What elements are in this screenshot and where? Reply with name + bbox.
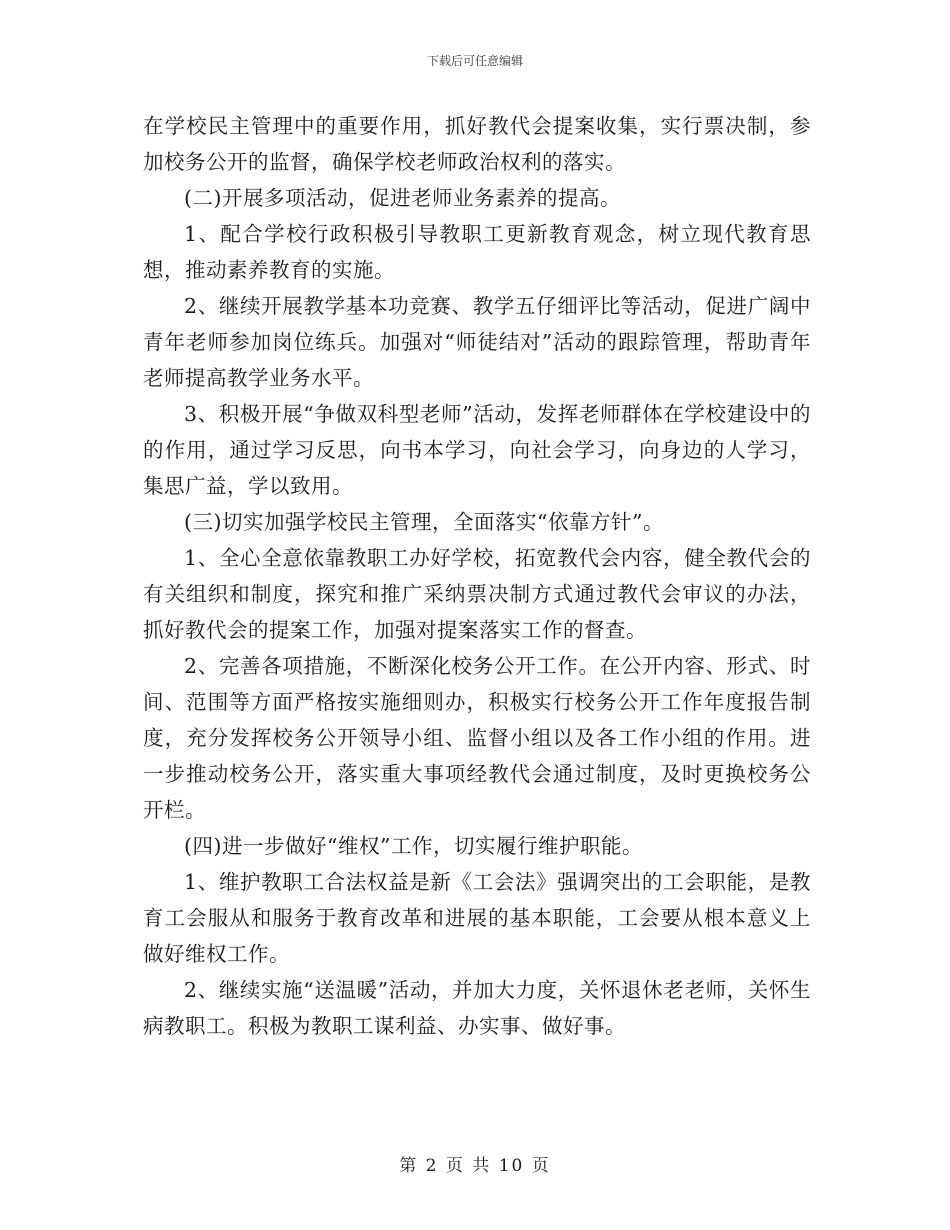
paragraph-continuation: 在学校民主管理中的重要作用，抓好教代会提案收集，实行票决制，参加校务公开的监督，确保学校老师政治权利的落实。 bbox=[143, 114, 811, 174]
paragraph-3-2: 2、完善各项措施，不断深化校务公开工作。在公开内容、形式、时间、范围等方面严格按实施细则办，积极实行校务公开工作年度报告制度，充分发挥校务公开领导小组、监督小组以及各工作小组的作用。进一步推动校务公开，落实重大事项经教代会通过制度，及时更换校务公开栏。 bbox=[143, 654, 811, 822]
section-heading-3: (三)切实加强学校民主管理，全面落实“依靠方针”。 bbox=[184, 510, 664, 534]
paragraph-3-1: 1、全心全意依靠教职工办好学校，拓宽教代会内容，健全教代会的有关组织和制度，探究和推广采纳票决制方式通过教代会审议的办法，抓好教代会的提案工作，加强对提案落实工作的督查。 bbox=[143, 546, 811, 642]
paragraph-2-3: 3、积极开展“争做双科型老师”活动，发挥老师群体在学校建设中的的作用，通过学习反思，向书本学习，向社会学习，向身边的人学习，集思广益，学以致用。 bbox=[143, 402, 811, 498]
page-number-footer: 第 2 页 共 10 页 bbox=[399, 1156, 551, 1176]
paragraph-4-1: 1、维护教职工合法权益是新《工会法》强调突出的工会职能，是教育工会服从和服务于教育改革和进展的基本职能，工会要从根本意义上做好维权工作。 bbox=[143, 870, 811, 966]
paragraph-4-2: 2、继续实施“送温暖”活动，并加大力度，关怀退休老老师，关怀生病教职工。积极为教职工谋利益、办实事、做好事。 bbox=[143, 978, 811, 1038]
section-heading-4: (四)进一步做好“维权”工作，切实履行维护职能。 bbox=[184, 834, 643, 858]
page-header-note: 下载后可任意编辑 bbox=[426, 54, 523, 68]
document-body bbox=[143, 108, 811, 1044]
paragraph-2-2: 2、继续开展教学基本功竞赛、教学五仔细评比等活动，促进广阔中青年老师参加岗位练兵。加强对“师徒结对”活动的跟踪管理，帮助青年老师提高教学业务水平。 bbox=[143, 294, 811, 390]
section-heading-2: (二)开展多项活动，促进老师业务素养的提高。 bbox=[184, 186, 621, 210]
paragraph-2-1: 1、配合学校行政积极引导教职工更新教育观念，树立现代教育思想，推动素养教育的实施。 bbox=[143, 222, 811, 282]
